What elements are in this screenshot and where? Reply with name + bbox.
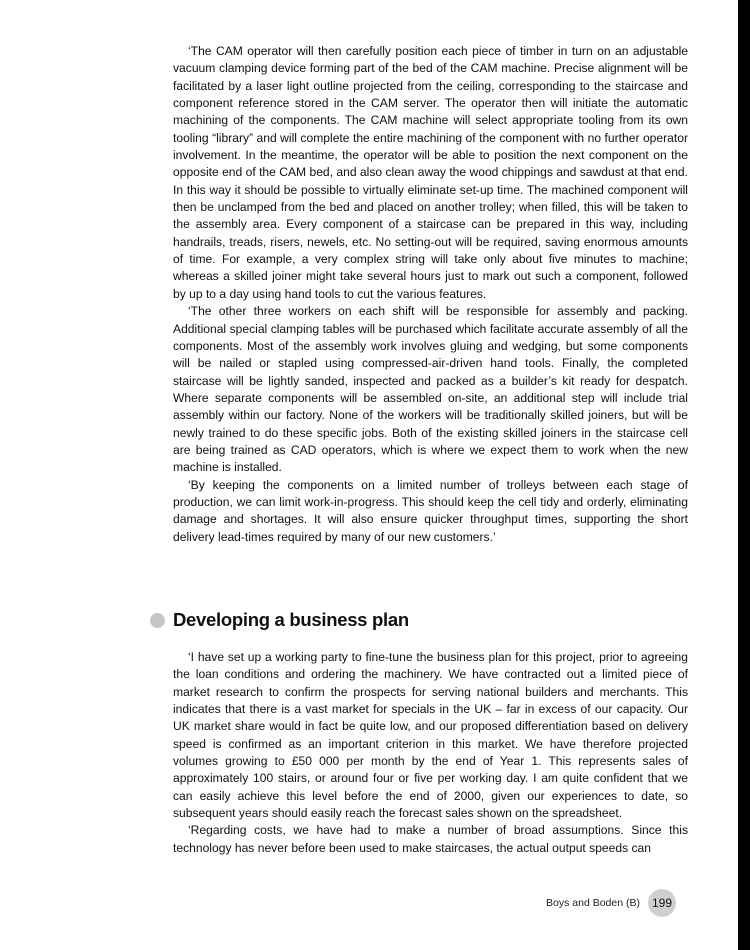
running-head: Boys and Boden (B) xyxy=(546,897,640,909)
body-text-bottom xyxy=(173,649,688,857)
section-heading-text: Developing a business plan xyxy=(173,609,409,630)
page-number-badge: 199 xyxy=(648,889,676,917)
paragraph-assembly-workers: ‘The other three workers on each shift will be responsible for assembly and packing. Additional special clamping tables will be purchased which facilitate accurate assembly of all the components. Most of the assembly work involves gluing and wedging, but some components will be nailed or stapled using compressed-air-driven hand tools. Finally, the completed staircase will be lightly sanded, inspected and packed as a builder’s kit ready for despatch. Where separate components will be assembled on-site, an additional step will include trial assembly within our factory. None of the workers will be traditionally skilled joiners, but will be newly trained to do these specific jobs. Both of the existing skilled joiners in the staircase cell are being trained as CAD operators, which is where we expect them to work when the new machine is installed. xyxy=(173,304,688,475)
paragraph-cam-operator: ‘The CAM operator will then carefully position each piece of timber in turn on an adjustable vacuum clamping device forming part of the bed of the CAM machine. Precise alignment will be facilitated by a laser light outline projected from the ceiling, corresponding to the staircase and component reference stored in the CAM server. The operator then will initiate the automatic machining of the components. The CAM machine will select appropriate tooling from its own tooling “library” and will complete the entire machining of the component with no further operator involvement. In the meantime, the operator will be able to position the next component on the opposite end of the CAM bed, and also clean away the wood chippings and sawdust at that end. In this way it should be possible to virtually eliminate set-up time. The machined component will then be unclamped from the bed and placed on another trolley; when filled, this will be taken to the assembly area. Every component of a staircase can be prepared in this way, including handrails, treads, risers, newels, etc. No setting-out will be required, saving enormous amounts of time. For example, a very complex string will take only about five minutes to machine; whereas a skilled joiner might take several hours just to mark out such a component, followed by up to a day using hand tools to cut the various features. xyxy=(173,44,689,301)
page-edge-border xyxy=(738,0,750,950)
paragraph-business-plan: ‘I have set up a working party to fine-tune the business plan for this project, prior to agreeing the loan conditions and ordering the machinery. We have contracted out a limited piece of market research to confirm the prospects for serving national builders and merchants. This indicates that there is a vast market for specials in the UK – far in excess of our capacity. Our UK market share would in fact be quite low, and our proposed differentiation based on delivery speed is confirmed as an important criterion in this market. We have therefore projected volumes growing to £50 000 per month by the end of Year 1. This represents sales of approximately 100 stairs, or around four or five per working day. I am quite confident that we can easily achieve this level before the end of 2000, given our experiences to date, so subsequent years should easily reach the forecast sales shown on the spreadsheet. xyxy=(173,650,688,821)
paragraph-regarding-costs: ‘Regarding costs, we have had to make a number of broad assumptions. Since this technology has never before been used to make staircases, the actual output speeds can xyxy=(173,823,688,855)
page-footer xyxy=(546,889,676,917)
paragraph-trolleys: ‘By keeping the components on a limited number of trolleys between each stage of production, we can limit work-in-progress. This should keep the cell tidy and orderly, eliminating damage and shortages. It will also ensure quicker throughput times, supporting the short delivery lead-times required by many of our new customers.’ xyxy=(173,477,688,544)
body-text-top xyxy=(173,43,688,546)
bullet-icon xyxy=(150,613,165,628)
section-heading xyxy=(150,606,409,634)
